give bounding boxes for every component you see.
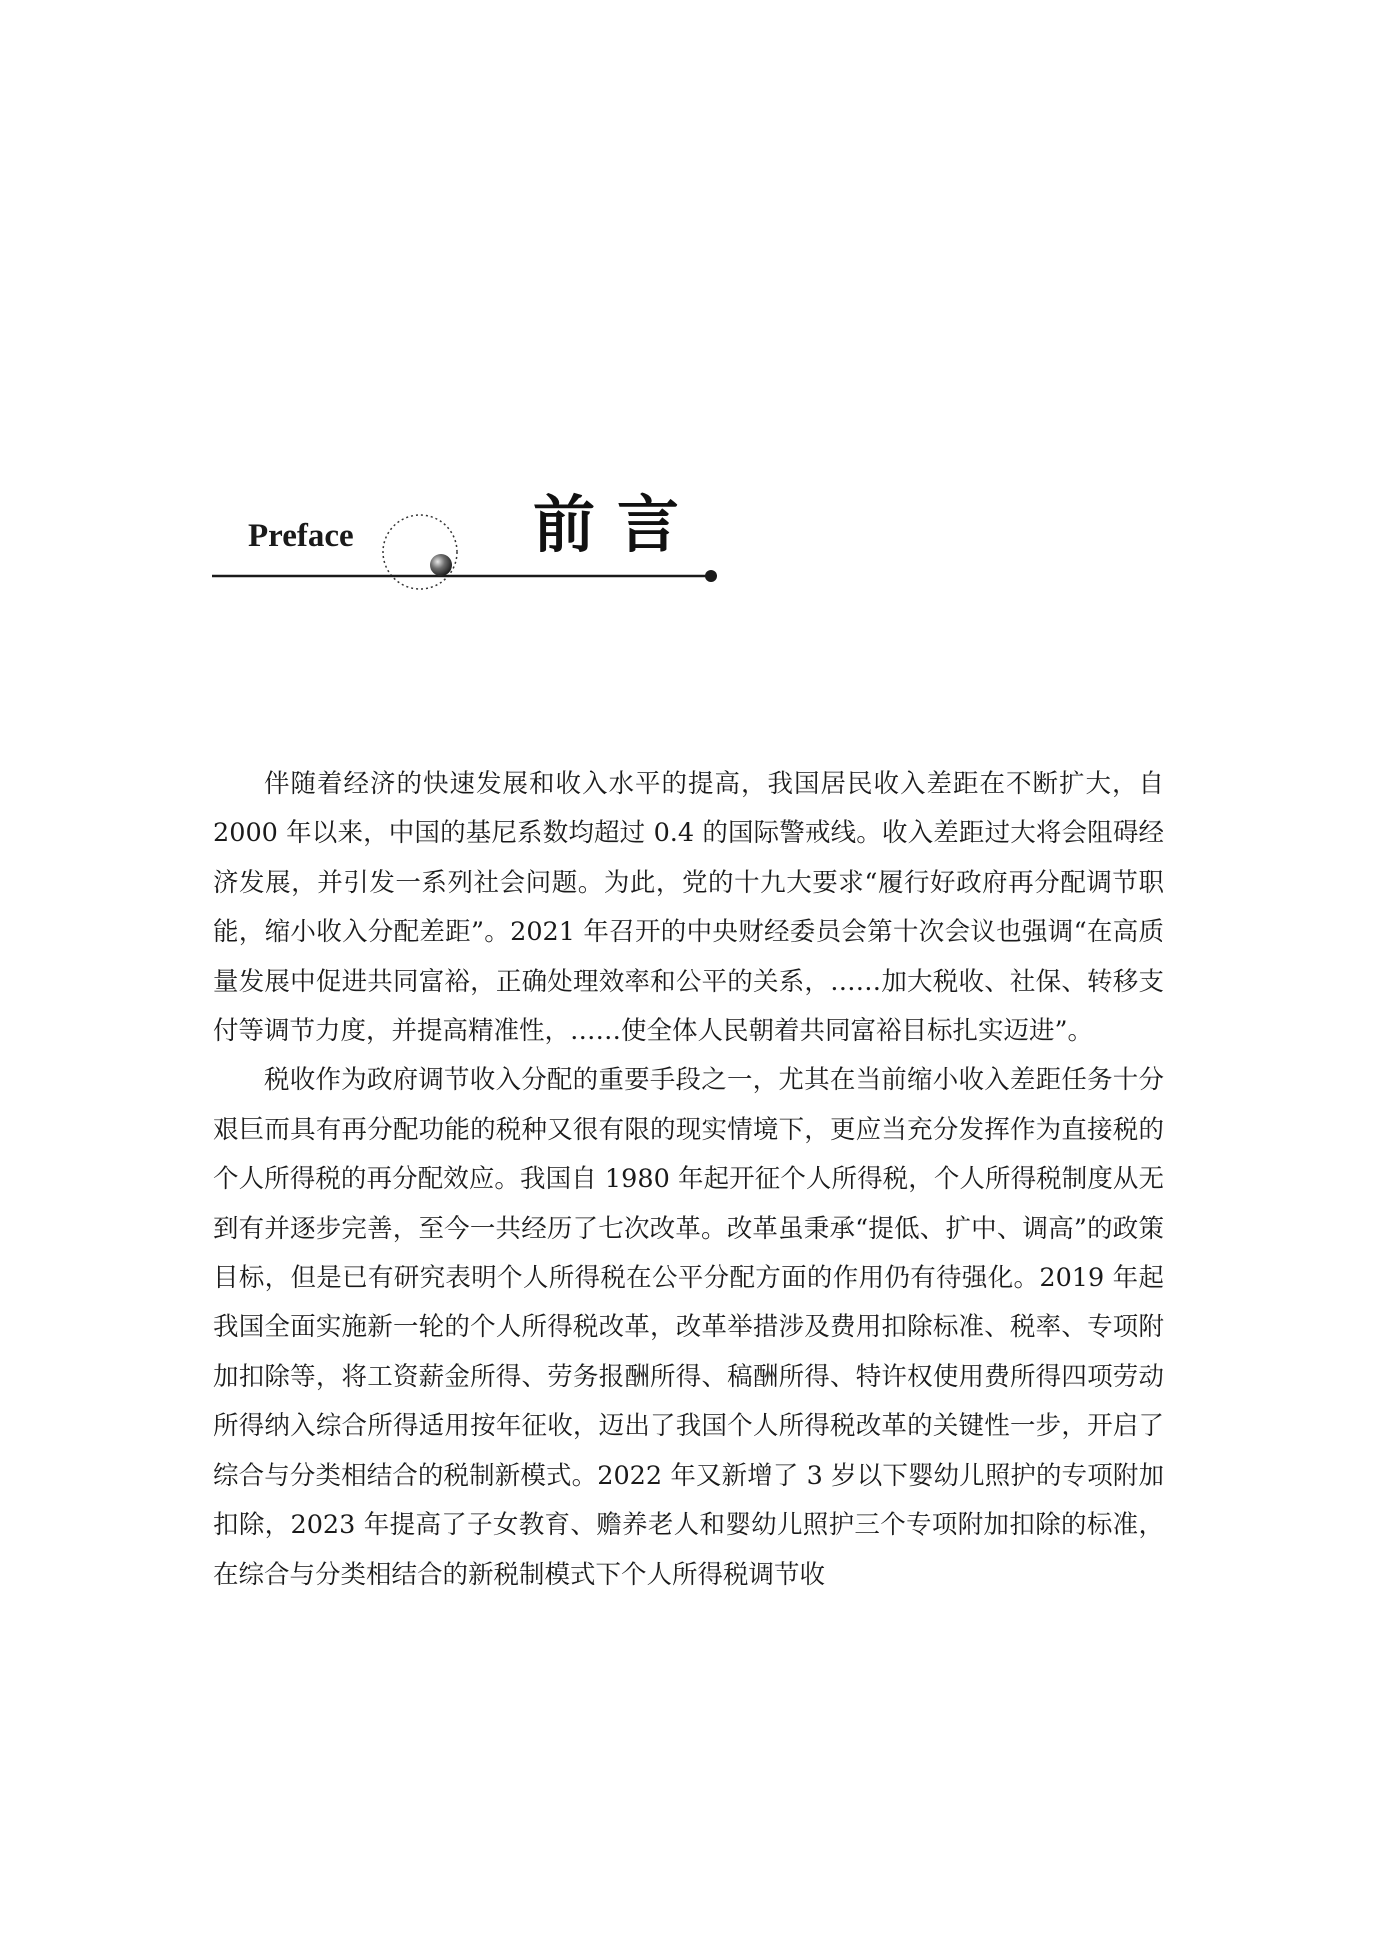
paragraph: 伴随着经济的快速发展和收入水平的提高，我国居民收入差距在不断扩大，自 2000 年以来，中国的基尼系数均超过 0.4 的国际警戒线。收入差距过大将会阻碍经济发展，并引发一系列社会问题。为此，党的十九大要求“履行好政府再分配调节职能，缩小收入分配差距”。2021 年召开的中央财经委员会第十次会议也强调“在高质量发展中促进共同富裕，正确处理效率和公平的关系，……加大税收、社保、转移支付等调节力度，并提高精准性，……使全体人民朝着共同富裕目标扎实迈进”。 xyxy=(213,769,1164,1047)
page-title: 前言 xyxy=(533,488,702,561)
header-rule-end-dot xyxy=(705,570,717,582)
dotted-circle-ornament xyxy=(383,515,457,589)
body-text xyxy=(213,760,1164,1600)
sphere-ornament xyxy=(430,554,452,576)
preface-header xyxy=(0,0,1385,620)
preface-label: Preface xyxy=(248,518,354,554)
paragraph: 税收作为政府调节收入分配的重要手段之一，尤其在当前缩小收入差距任务十分艰巨而具有再分配功能的税种又很有限的现实情境下，更应当充分发挥作为直接税的个人所得税的再分配效应。我国自 1980 年起开征个人所得税，个人所得税制度从无到有并逐步完善，至今一共经历了七次改革。改革虽秉承“提低、扩中、调高”的政策目标，但是已有研究表明个人所得税在公平分配方面的作用仍有待强化。2019 年起我国全面实施新一轮的个人所得税改革，改革举措涉及费用扣除标准、税率、专项附加扣除等，将工资薪金所得、劳务报酬所得、稿酬所得、特许权使用费所得四项劳动所得纳入综合所得适用按年征收，迈出了我国个人所得税改革的关键性一步，开启了综合与分类相结合的税制新模式。2022 年又新增了 3 岁以下婴幼儿照护的专项附加扣除，2023 年提高了子女教育、赡养老人和婴幼儿照护三个专项附加扣除的标准，在综合与分类相结合的新税制模式下个人所得税调节收 xyxy=(213,1065,1164,1590)
